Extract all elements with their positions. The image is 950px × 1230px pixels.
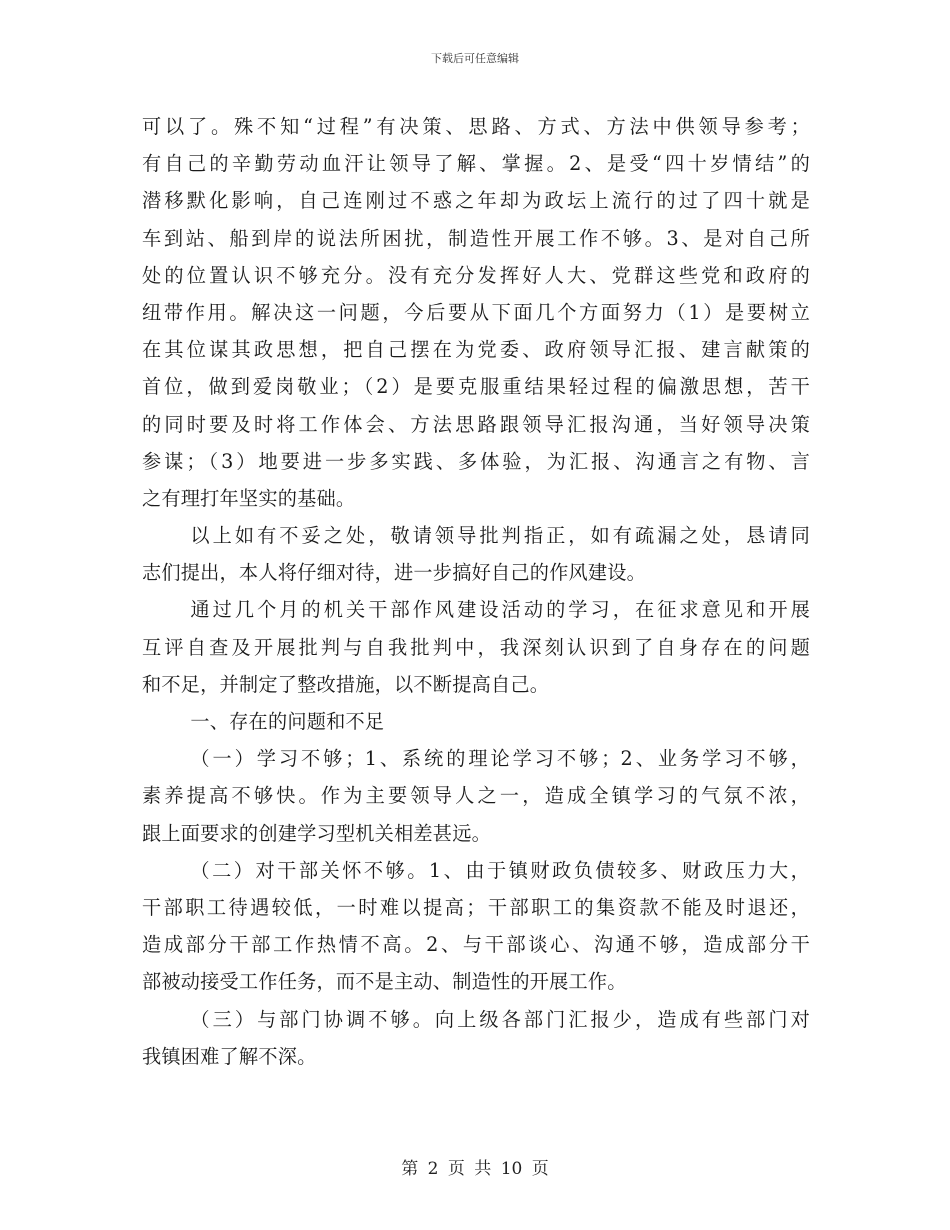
page-header: 下载后可任意编辑 [431, 52, 519, 65]
body-text-line: （二）对干部关怀不够。1、由于镇财政负债较多、财政压力大， [190, 858, 810, 882]
body-text-line: 通过几个月的机关干部作风建设活动的学习，在征求意见和开展 [190, 598, 810, 622]
body-text-line: 素养提高不够快。作为主要领导人之一，造成全镇学习的气氛不浓， [142, 784, 810, 808]
document-body [142, 108, 810, 1075]
body-text-line: 在其位谋其政思想，把自己摆在为党委、政府领导汇报、建言献策的 [142, 338, 810, 362]
body-text-line: 志们提出，本人将仔细对待，进一步搞好自己的作风建设。 [142, 561, 647, 585]
page-footer: 第 2 页 共 10 页 [401, 1159, 549, 1179]
body-text-line: 我镇困难了解不深。 [142, 1044, 317, 1068]
body-text-line: 首位，做到爱岗敬业；（2）是要克服重结果轻过程的偏激思想，苦干 [142, 375, 810, 399]
body-text-line: 可以了。殊不知“过程”有决策、思路、方式、方法中供领导参考； [142, 115, 810, 138]
body-text-line: 部被动接受工作任务，而不是主动、制造性的开展工作。 [142, 970, 627, 994]
body-text-line: 造成部分干部工作热情不高。2、与干部谈心、沟通不够，造成部分干 [142, 933, 810, 957]
body-text-line: （一）学习不够；1、系统的理论学习不够；2、业务学习不够， [190, 747, 810, 771]
body-text-line: 的同时要及时将工作体会、方法思路跟领导汇报沟通，当好领导决策 [142, 412, 810, 436]
body-text-line: （三）与部门协调不够。向上级各部门汇报少，造成有些部门对 [190, 1007, 810, 1031]
body-text-line: 车到站、船到岸的说法所困扰，制造性开展工作不够。3、是对自己所 [142, 226, 810, 250]
body-text-line: 互评自查及开展批判与自我批判中，我深刻认识到了自身存在的问题 [142, 635, 810, 659]
body-text-line: 和不足，并制定了整改措施，以不断提高自己。 [142, 672, 550, 696]
body-text-line: 干部职工待遇较低，一时难以提高；干部职工的集资款不能及时退还， [142, 895, 810, 919]
body-text-line: 处的位置认识不够充分。没有充分发挥好人大、党群这些党和政府的 [142, 263, 810, 287]
body-text-line: 有自己的辛勤劳动血汗让领导了解、掌握。2、是受“四十岁情结”的 [142, 152, 810, 176]
body-text-line: 之有理打年坚实的基础。 [142, 486, 356, 510]
body-text-line: 以上如有不妥之处，敬请领导批判指正，如有疏漏之处，恳请同 [190, 524, 810, 548]
body-text-line: 参谋；（3）地要进一步多实践、多体验，为汇报、沟通言之有物、言 [142, 449, 810, 473]
body-text-line: 潜移默化影响，自己连刚过不惑之年却为政坛上流行的过了四十就是 [142, 189, 810, 213]
body-text-line: 一、存在的问题和不足 [190, 710, 385, 733]
body-text-line: 跟上面要求的创建学习型机关相差甚远。 [142, 821, 491, 845]
body-text-line: 纽带作用。解决这一问题，今后要从下面几个方面努力（1）是要树立 [142, 300, 810, 324]
